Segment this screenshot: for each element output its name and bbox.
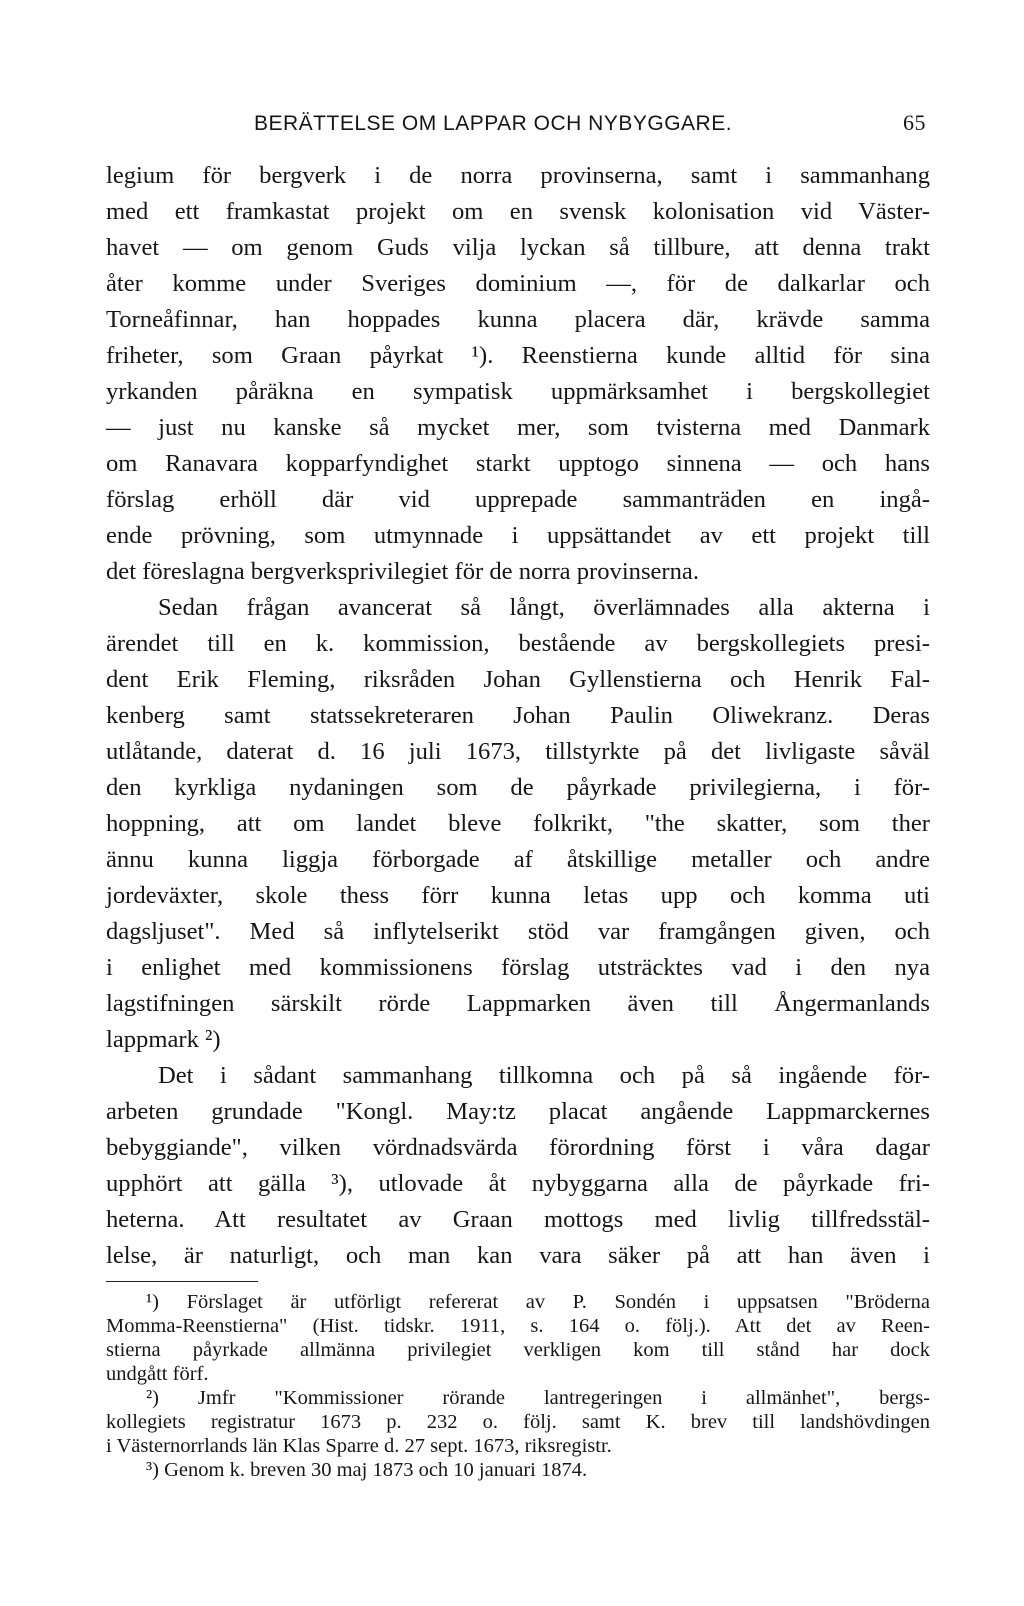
footnote-line: kollegiets registratur 1673 p. 232 o. följ. samt K. brev till landshövdingen [106,1411,930,1433]
body-line: kenberg samt statssekreteraren Johan Paulin Oliwekranz. Deras [106,702,930,729]
body-line: lappmark ²) [106,1026,221,1053]
body-line: arbeten grundade "Kongl. May:tz placat angående Lappmarckernes [106,1098,930,1125]
body-line: Sedan frågan avancerat så långt, överlämnades alla akterna i [158,594,930,621]
body-line: ende prövning, som utmynnade i uppsättandet av ett projekt till [106,522,930,549]
body-line: heterna. Att resultatet av Graan mottogs med livlig tillfredsstäl- [106,1206,930,1233]
body-line: Torneåfinnar, han hoppades kunna placera där, krävde samma [106,306,930,333]
running-header [254,108,926,140]
body-line: dent Erik Fleming, riksråden Johan Gyllenstierna och Henrik Fal- [106,666,930,693]
body-line: utlåtande, daterat d. 16 juli 1673, tillstyrkte på det livligaste såväl [106,738,930,765]
body-line: Det i sådant sammanhang tillkomna och på så ingående för- [158,1062,930,1089]
body-line: friheter, som Graan påyrkat ¹). Reenstierna kunde alltid för sina [106,342,930,369]
body-line: bebyggiande", vilken vördnadsvärda förordning först i våra dagar [106,1134,930,1161]
footnote-line: i Västernorrlands län Klas Sparre d. 27 sept. 1673, riksregistr. [106,1435,612,1457]
body-line: ännu kunna liggja förborgade af åtskillige metaller och andre [106,846,930,873]
body-line: hoppning, att om landet bleve folkrikt, "the skatter, som ther [106,810,930,837]
body-line: förslag erhöll där vid upprepade sammanträden en ingå- [106,486,930,513]
footnote-line: stierna påyrkade allmänna privilegiet verkligen kom till stånd har dock [106,1339,930,1361]
body-line: med ett framkastat projekt om en svensk kolonisation vid Väster- [106,198,930,225]
body-line: lagstifningen särskilt rörde Lappmarken även till Ångermanlands [106,990,930,1017]
body-line: havet — om genom Guds vilja lyckan så tillbure, att denna trakt [106,234,930,261]
body-line: legium för bergverk i de norra provinserna, samt i sammanhang [106,162,930,189]
footnote-line: ¹) Förslaget är utförligt refererat av P. Sondén i uppsatsen "Bröderna [146,1291,930,1313]
body-line: dagsljuset". Med så inflytelserikt stöd var framgången given, och [106,918,930,945]
footnote-line: ²) Jmfr "Kommissioner rörande lantregeringen i allmänhet", bergs- [146,1387,930,1409]
body-line: lelse, är naturligt, och man kan vara säker på att han även i [106,1242,930,1269]
body-line: åter komme under Sveriges dominium —, för de dalkarlar och [106,270,930,297]
body-line: i enlighet med kommissionens förslag utsträcktes vad i den nya [106,954,930,981]
body-line: jordeväxter, skole thess förr kunna letas upp och komma uti [106,882,930,909]
body-line: den kyrkliga nydaningen som de påyrkade privilegierna, i för- [106,774,930,801]
footnote-line: undgått förf. [106,1363,209,1385]
body-line: ärendet till en k. kommission, bestående av bergskollegiets presi- [106,630,930,657]
body-line: om Ranavara kopparfyndighet starkt upptogo sinnena — och hans [106,450,930,477]
body-line: det föreslagna bergverksprivilegiet för de norra provinserna. [106,558,699,585]
body-line: upphört att gälla ³), utlovade åt nybyggarna alla de påyrkade fri- [106,1170,930,1197]
body-line: — just nu kanske så mycket mer, som tvisterna med Danmark [106,414,930,441]
body-line: yrkanden påräkna en sympatisk uppmärksamhet i bergskollegiet [106,378,930,405]
footnote-divider [106,1281,258,1282]
page-number: 65 [903,110,926,135]
header-title: BERÄTTELSE OM LAPPAR OCH NYBYGGARE. [254,112,733,135]
footnote-line: Momma-Reenstierna" (Hist. tidskr. 1911, s. 164 o. följ.). Att det av Reen- [106,1315,930,1337]
footnote-line: ³) Genom k. breven 30 maj 1873 och 10 januari 1874. [146,1459,588,1481]
